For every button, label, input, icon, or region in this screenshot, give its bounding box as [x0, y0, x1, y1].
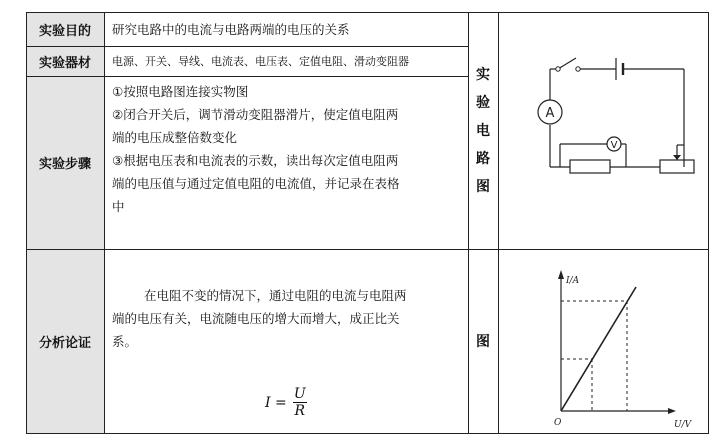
formula-fraction: [293, 386, 307, 419]
purpose-text: 研究电路中的电流与电路两端的电压的关系: [112, 21, 350, 37]
purpose-label: [26, 12, 104, 46]
border-right: [708, 12, 709, 434]
ammeter-symbol: A: [545, 106, 555, 121]
step-line: 端的电压成整倍数变化: [112, 130, 238, 145]
switch-lever: [558, 58, 576, 69]
x-axis-label: U/V: [674, 420, 692, 430]
step-line: ①按照电路图连接实物图: [112, 84, 249, 99]
equipment-label: [26, 46, 104, 76]
equipment-label-text: 实验器材: [38, 55, 91, 71]
border-top: [26, 12, 708, 13]
slider-arrow: [673, 155, 681, 160]
side-char: 图: [476, 178, 490, 195]
switch-pivot: [556, 67, 560, 71]
analysis-line: 在电阻不变的情况下，通过电阻的电流与电阻两: [144, 288, 407, 303]
purpose-content: [104, 12, 468, 46]
rheostat: [660, 160, 694, 173]
voltmeter-symbol: V: [610, 140, 618, 151]
iu-graph: [498, 249, 708, 434]
y-axis-arrow: [558, 270, 564, 279]
row-divider: [26, 46, 468, 47]
side-char: 图: [476, 333, 490, 350]
switch-contact: [576, 67, 580, 71]
steps-label-text: 实验步骤: [38, 157, 91, 172]
border-bottom: [26, 433, 708, 434]
step-line: ②闭合开关后，调节滑动变阻器滑片，使定值电阻两: [112, 107, 399, 122]
analysis-line: 端的电压有关，电流随电压的增大而增大，成正比关: [112, 311, 400, 326]
side-char: 电: [476, 122, 490, 139]
side-char: 实: [476, 66, 490, 83]
purpose-label-text: 实验目的: [38, 23, 91, 39]
step-line: 中: [112, 199, 125, 214]
col-divider: [468, 12, 469, 434]
analysis-line: 系。: [112, 334, 138, 349]
side-char: 验: [476, 94, 490, 111]
col-divider: [498, 12, 499, 434]
step-line: ③根据电压表和电流表的示数，读出每次定值电阻两: [112, 153, 399, 168]
x-axis-arrow: [668, 408, 676, 414]
step-line: 端的电压值与通过定值电阻的电流值，并记录在表格: [112, 176, 400, 191]
row-divider: [26, 249, 708, 250]
border-left: [26, 12, 27, 434]
side-char: 路: [476, 150, 490, 167]
row-divider: [26, 76, 468, 77]
analysis-label: [26, 249, 104, 434]
analysis-label-text: 分析论证: [38, 336, 91, 351]
proportional-line: [561, 287, 636, 411]
formula-numerator: U: [293, 386, 306, 402]
col-divider: [104, 12, 105, 434]
analysis-content: [104, 284, 468, 353]
circuit-side-label: [468, 12, 498, 249]
ohms-law-formula: [265, 386, 307, 419]
graph-side-label: [468, 249, 498, 434]
equipment-text: 电源、开关、导线、电流表、电压表、定值电阻、滑动变阻器: [112, 54, 409, 68]
steps-label: [26, 76, 104, 249]
y-axis-label: I/A: [566, 276, 580, 286]
fixed-resistor: [570, 160, 610, 173]
formula-lhs: I =: [265, 394, 287, 411]
equipment-content: [104, 46, 468, 76]
origin-label: O: [554, 418, 562, 428]
formula-denominator: R: [294, 403, 305, 419]
steps-content: [104, 80, 468, 218]
circuit-diagram: [498, 12, 708, 249]
